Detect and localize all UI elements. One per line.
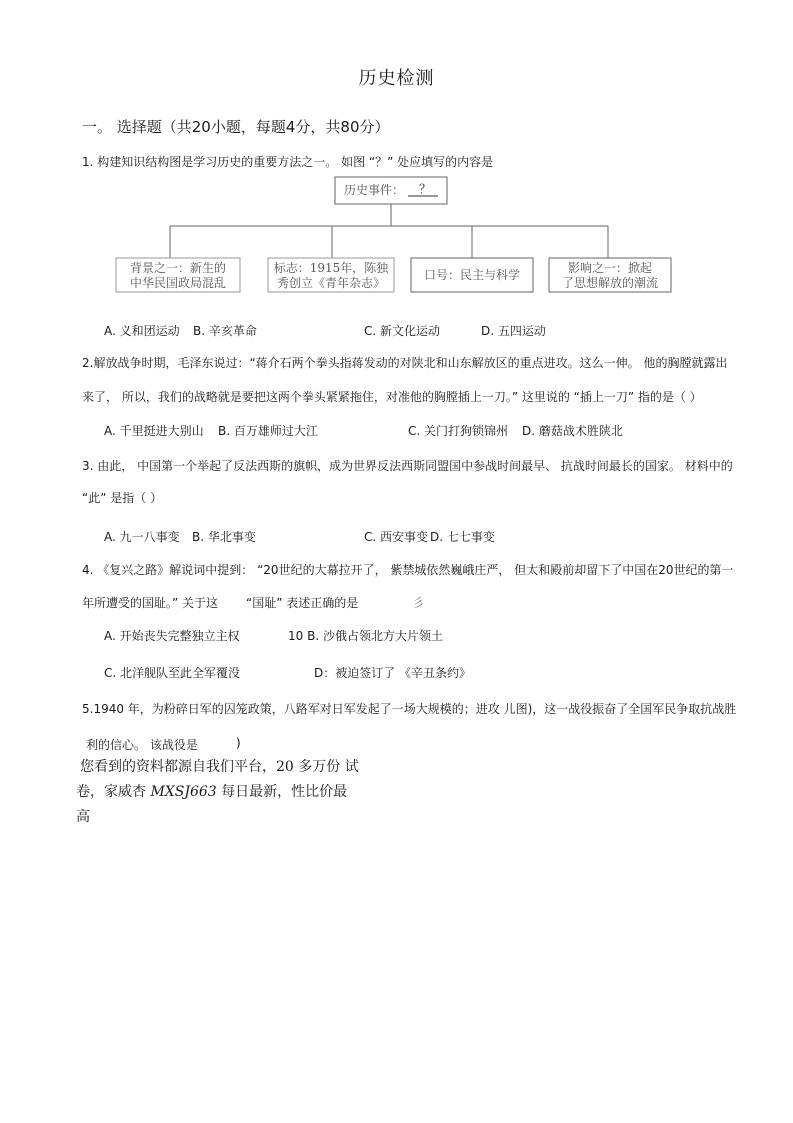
q4-option-c: C. 北洋舰队至此全军覆没 <box>104 666 241 680</box>
promo-line-3: 高 <box>76 809 90 825</box>
q2-option-b: B. 百万雄师过大江 <box>218 424 318 438</box>
q5-paren: ) <box>236 736 241 750</box>
q3-option-d: D. 七七事变 <box>430 530 495 544</box>
q3-option-b: B. 华北事变 <box>192 530 256 544</box>
diagram-node-2-line2: 秀创立《青年杂志》 <box>276 276 385 290</box>
promo-line-2b: 每日最新，性比价最 <box>216 784 348 800</box>
diagram-root-label: 历史事件： <box>344 183 405 197</box>
q4-option-a: A. 开始丧失完整独立主权 <box>104 629 240 643</box>
section-heading: 一。 选择题（共20小题，每题4分，共80分） <box>82 118 390 136</box>
diagram-node-4-line1: 影响之一：掀起 <box>567 261 652 275</box>
q2-line-1: 2.解放战争时期，毛泽东说过：“蒋介石两个拳头指蒋发动的对陕北和山东解放区的重点进攻。这么一伸。 他的胸膛就露出 <box>82 356 728 370</box>
q5-line-2: 利的信心。 该战役是 <box>86 738 198 752</box>
diagram-node-3 <box>413 268 531 283</box>
q2-line-2: 来了， 所以，我们的战略就是要把这两个拳头紧紧拖住，对准他的胸膛插上一刀。” 这里说的 “插上一刀” 指的是（ ） <box>82 390 702 404</box>
q1-option-b: B. 辛亥革命 <box>193 324 257 338</box>
diagram-node-4-line2: 了思想解放的潮流 <box>561 276 658 290</box>
q2-option-d: D. 蘑菇战术胜陕北 <box>522 424 623 438</box>
q1-option-a: A. 义和团运动 <box>104 324 180 338</box>
q3-option-a: A. 九一八事变 <box>104 530 180 544</box>
diagram-node-1-line2: 中华民国政局混乱 <box>129 276 226 290</box>
q4-option-d: D：被迫签订了 《辛丑条约》 <box>314 666 472 680</box>
q5-line-1: 5.1940 年，为粉碎日军的囚笼政策，八路军对日军发起了一场大规模的；进攻 儿图)，这一战役振奋了全国军民争取抗战胜 <box>82 702 737 716</box>
q4-line-1: 4. 《复兴之路》解说词中提到： “20世纪的大幕拉开了， 紫禁城依然巍峨庄严， 但太和殿前却留下了中国在20世纪的第一 <box>82 563 734 577</box>
page-title: 历史检测 <box>358 68 435 89</box>
q2-option-a: A. 千里挺进大别山 <box>104 424 204 438</box>
q3-line-1: 3. 由此， 中国第一个举起了反法西斯的旗帜，成为世界反法西斯同盟国中参战时间最早、 抗战时间最长的国家。 材料中的 <box>82 459 733 473</box>
q3-line-2: “此” 是指（ ） <box>82 491 163 505</box>
diagram-node-2-line1: 标志：1915年，陈独 <box>273 261 389 275</box>
diagram-node-2 <box>270 261 392 291</box>
q1-option-c: C. 新文化运动 <box>364 324 441 338</box>
diagram-node-1-line1: 背景之一：新生的 <box>129 261 226 275</box>
diagram-root-blank: ？ <box>418 182 431 196</box>
q1-option-d: D. 五四运动 <box>481 324 546 338</box>
q4-option-b: 10 B. 沙俄占领北方大片领土 <box>288 629 443 643</box>
promo-code: MXSJ663 <box>150 784 217 800</box>
promo-line-1: 您看到的资料都源自我们平台，20 多万份 试 <box>80 759 359 775</box>
q1-stem: 1. 构建知识结构图是学习历史的重要方法之一。 如图 “？” 处应填写的内容是 <box>82 155 494 169</box>
knowledge-structure-diagram <box>112 172 674 298</box>
diagram-node-1 <box>118 261 238 291</box>
q3-option-c: C. 西安事变 <box>364 530 429 544</box>
diagram-node-3-line1: 口号：民主与科学 <box>423 268 520 282</box>
diagram-node-4 <box>551 261 669 291</box>
q4-stray-mark: 彡 <box>412 596 425 610</box>
q4-line-2a: 年所遭受的国耻。” 关于这 <box>82 596 219 610</box>
q2-option-c: C. 关门打狗锁锦州 <box>408 424 509 438</box>
q4-line-2b: “国耻” 表述正确的是 <box>246 596 359 610</box>
promo-line-2 <box>76 781 347 801</box>
promo-line-2a: 卷，家威杏 <box>76 784 151 800</box>
